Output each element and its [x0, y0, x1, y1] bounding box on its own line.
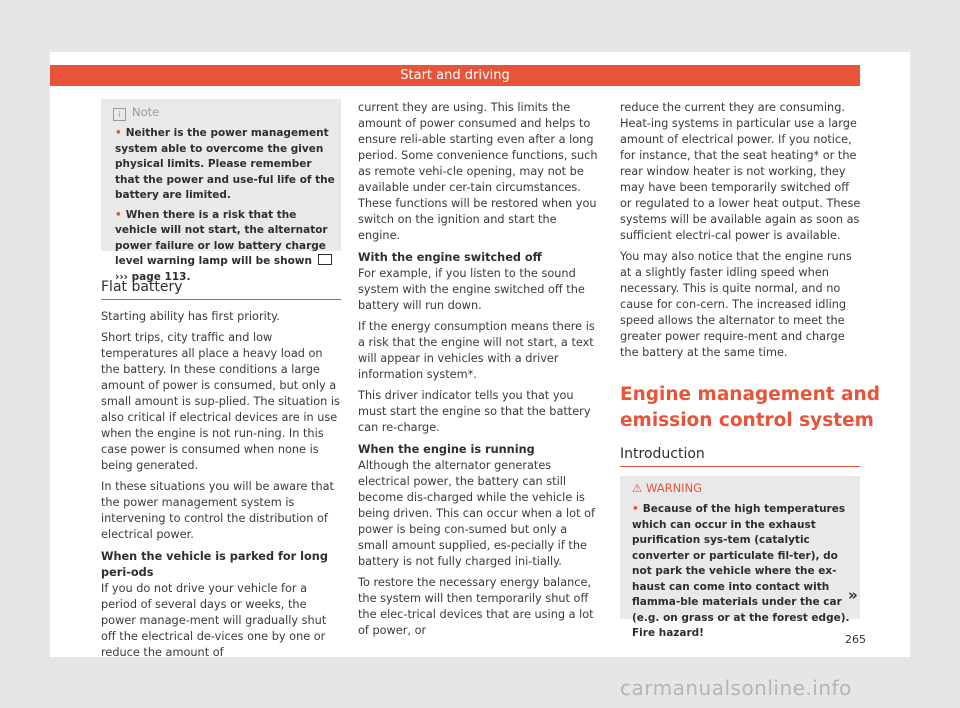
subheading: With the engine switched off [358, 251, 542, 264]
right-column [620, 100, 862, 366]
paragraph: current they are using. This limits the amount of power consumed and helps to ensure reli-able starting even after a long period. Some convenience functions, such as remote vehi-cle opening, may not be available under cer-tain circumstances. These functions will be restored when you switch on the ignition and start the engine. [358, 101, 598, 242]
note-item: • When there is a risk that the vehicle will not start, the alternator power failure or low battery charge level warning lamp will be shown ››› page 113. [115, 208, 335, 286]
paragraph: In these situations you will be aware that the power management system is intervening to control the distribution of electrical power. [101, 480, 334, 541]
paragraph: If you do not drive your vehicle for a period of several days or weeks, the power manage-ment will gradually shut off the electrical de-vices one by one or reduce the amount of [101, 582, 327, 659]
paragraph: reduce the current they are consuming. Heat-ing systems in particular use a large amount of electrical power. If you notice, for instance, that the seat heating* or the rear window heater is not working, they may have been temporarily switched off or regulated to a lower heat output. These systems will be available again as soon as sufficient electri-cal power is available. [620, 101, 861, 242]
book-icon [318, 254, 332, 265]
note-item: • Neither is the power management system able to overcome the given physical limits. Please remember that the power and use-ful life of the battery are limited. [115, 127, 335, 201]
middle-column [358, 100, 600, 644]
subheading: When the engine is running [358, 443, 535, 456]
left-column [101, 309, 343, 666]
heading-divider [101, 299, 341, 300]
paragraph: Starting ability has first priority. [101, 310, 280, 323]
paragraph: For example, if you listen to the sound system with the engine switched off the battery will run down. [358, 267, 585, 312]
subheading: When the vehicle is parked for long peri-ods [101, 550, 328, 579]
paragraph: You may also notice that the engine runs at a slightly faster idling speed when necessary. This is quite normal, and no cause for con-cern. The increased idling speed allows the alternator to meet the greater power require-ment and charge the battery at the same time. [620, 250, 852, 359]
warning-item: • Because of the high temperatures which can occur in the exhaust purification sys-tem (catalytic converter or particulate fil-ter), do not park the vehicle where the ex-haust can come into contact with flamma-ble materials under the car (e.g. on grass or at the forest edge). Fire hazard! [632, 503, 850, 639]
bullet-icon: • [115, 208, 122, 221]
info-icon: i [113, 108, 126, 121]
paragraph: Short trips, city traffic and low temperatures all place a heavy load on the battery. In these conditions a large amount of power is consumed, but only a small amount is sup-plied. The situation is also critical if electrical devices are in use when the engine is not run-ning. In this case power is consumed when none is being generated. [101, 331, 340, 472]
section-heading: Flat battery [101, 279, 183, 295]
continue-arrow: » [848, 586, 858, 604]
page-reference-link[interactable]: ››› page 113. [115, 270, 191, 283]
subsection-heading: Introduction [620, 446, 705, 462]
note-title: i Note [113, 105, 159, 121]
main-heading-line1: Engine management and [620, 384, 880, 405]
bullet-icon: • [115, 127, 122, 139]
chapter-header: Start and driving [50, 65, 860, 86]
page-number: 265 [845, 633, 866, 646]
warning-triangle-icon: ⚠ [632, 481, 643, 495]
bullet-icon: • [632, 503, 639, 515]
warning-title: ⚠ WARNING [632, 481, 703, 495]
warning-box [620, 476, 860, 639]
warning-list [632, 502, 854, 646]
note-list [115, 126, 335, 289]
watermark: carmanualsonline.info [620, 676, 852, 700]
paragraph: This driver indicator tells you that you must start the engine so that the battery can re-charge. [358, 389, 591, 434]
paragraph: To restore the necessary energy balance, the system will then temporarily shut off the elec-trical devices that are using a lot of power, or [358, 576, 594, 637]
paragraph: If the energy consumption means there is a risk that the engine will not start, a text will appear in vehicles with a driver information system*. [358, 320, 595, 381]
main-heading-line2: emission control system [620, 410, 874, 431]
paragraph: Although the alternator generates electrical power, the battery can still become dis-charged while the vehicle is being driven. This can occur when a lot of power is being con-sumed but only a small amount supplied, es-pecially if the battery is not fully charged ini-tially. [358, 459, 595, 568]
heading-divider [620, 466, 860, 467]
note-box [101, 99, 341, 283]
